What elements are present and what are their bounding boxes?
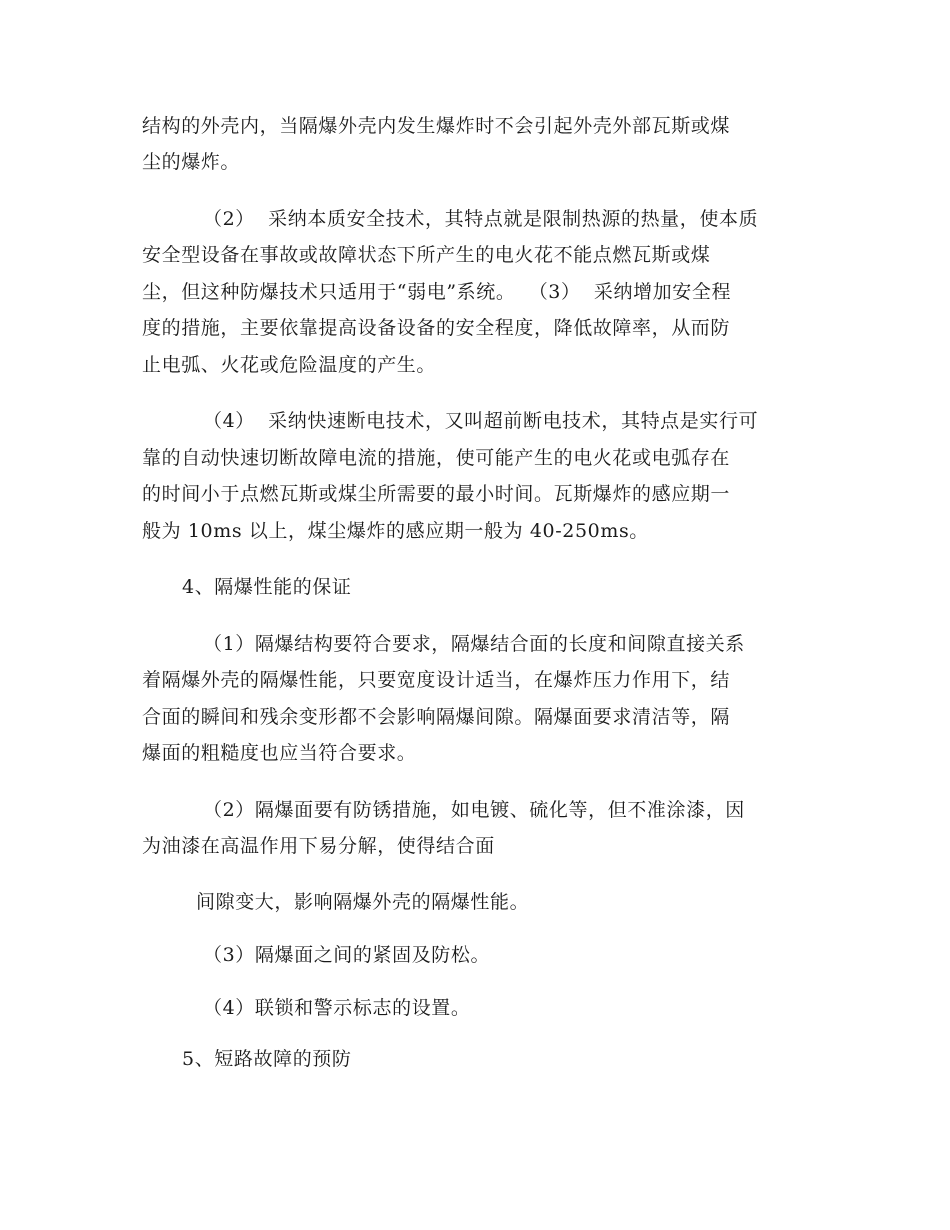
text-line: 靠的自动快速切断故障电流的措施，使可能产生的电火花或电弧存在 xyxy=(142,447,731,469)
text-line: （2）隔爆面要有防锈措施，如电镀、硫化等，但不准涂漆，因 xyxy=(203,799,745,821)
text-line: 着隔爆外壳的隔爆性能，只要宽度设计适当，在爆炸压力作用下，结 xyxy=(142,669,731,691)
text-line: （3）隔爆面之间的紧固及防松。 xyxy=(203,944,491,966)
text-line: 爆面的粗糙度也应当符合要求。 xyxy=(142,742,417,764)
text-line: 结构的外壳内，当隔爆外壳内发生爆炸时不会引起外壳外部瓦斯或煤 xyxy=(142,115,731,137)
section-heading: 4、隔爆性能的保证 xyxy=(182,576,352,598)
text-line: 尘的爆炸。 xyxy=(142,151,241,173)
text-line: 安全型设备在事故或故障状态下所产生的电火花不能点燃瓦斯或煤 xyxy=(142,244,711,266)
text-line: 止电弧、火花或危险温度的产生。 xyxy=(142,354,437,376)
text-line: （1）隔爆结构要符合要求，隔爆结合面的长度和间隙直接关系 xyxy=(203,633,745,655)
text-line: 的时间小于点燃瓦斯或煤尘所需要的最小时间。瓦斯爆炸的感应期一 xyxy=(142,483,731,505)
text-line: （4）联锁和警示标志的设置。 xyxy=(203,997,471,1019)
text-line: 为油漆在高温作用下易分解，使得结合面 xyxy=(142,835,495,857)
text-line: 间隙变大，影响隔爆外壳的隔爆性能。 xyxy=(196,891,530,913)
text-line: （4） 采纳快速断电技术，又叫超前断电技术，其特点是实行可 xyxy=(203,410,759,432)
text-line: 合面的瞬间和残余变形都不会影响隔爆间隙。隔爆面要求清洁等，隔 xyxy=(142,706,731,728)
text-line: （2） 采纳本质安全技术，其特点就是限制热源的热量，使本质 xyxy=(203,208,759,230)
text-line: 般为 10ms 以上，煤尘爆炸的感应期一般为 40-250ms。 xyxy=(142,520,649,542)
text-line: 尘，但这种防爆技术只适用于“弱电”系统。 （3） 采纳增加安全程 xyxy=(142,281,732,303)
text-line: 度的措施，主要依靠提高设备设备的安全程度，降低故障率，从而防 xyxy=(142,317,731,339)
section-heading: 5、短路故障的预防 xyxy=(182,1048,352,1070)
